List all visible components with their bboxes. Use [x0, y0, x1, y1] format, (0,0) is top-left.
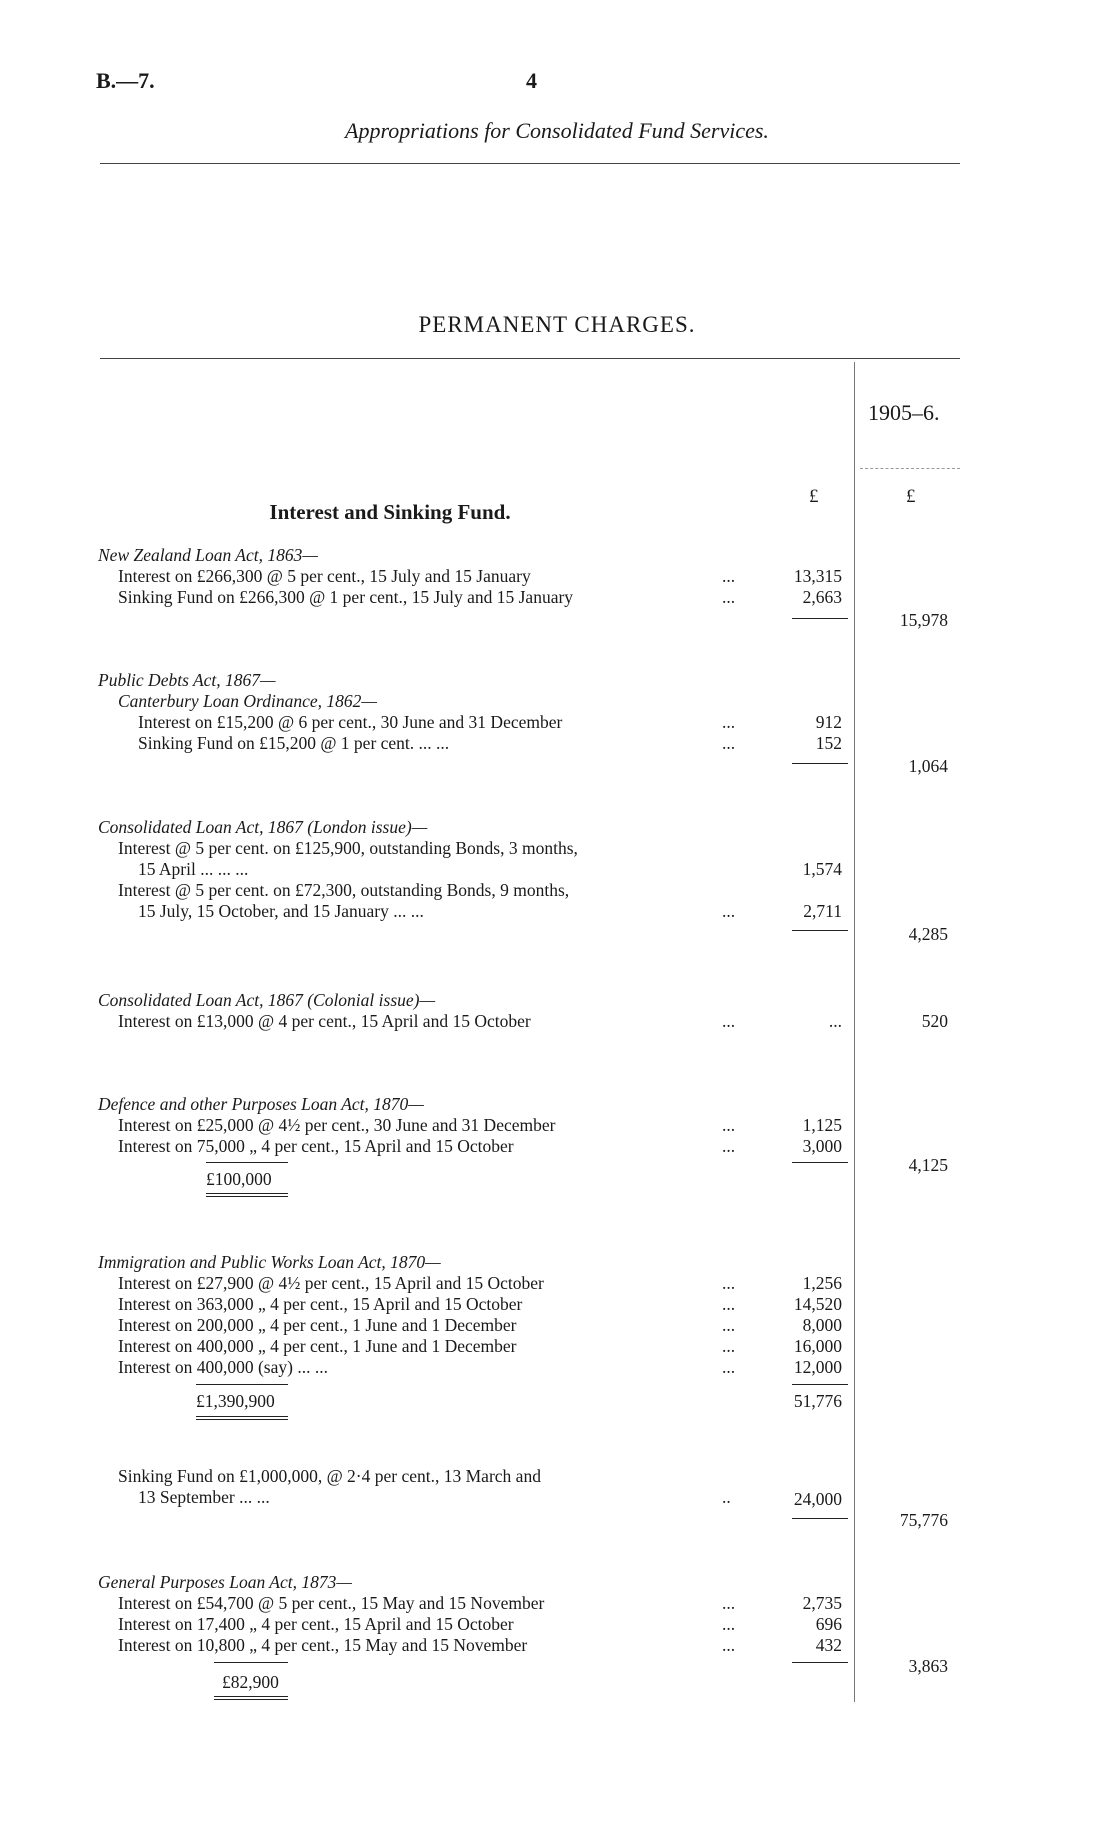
act-title: Immigration and Public Works Loan Act, 1870—: [98, 1252, 441, 1272]
page-number: 4: [526, 68, 537, 93]
line-text: Sinking Fund on £15,200 @ 1 per cent. ... ...: [138, 733, 450, 753]
line-value: ...: [828, 1011, 842, 1031]
line-value: 432: [815, 1635, 842, 1655]
principal-double-rule: [196, 1416, 288, 1420]
sub-act-title: Canterbury Loan Ordinance, 1862—: [118, 691, 377, 711]
line-text-cont: 15 July, 15 October, and 15 January ... ...: [138, 901, 424, 921]
line-text: Interest on 17,400 „ 4 per cent., 15 April and 15 October: [118, 1614, 514, 1634]
line-value: 2,663: [802, 587, 842, 607]
act-title: Consolidated Loan Act, 1867 (London issue)—: [98, 817, 428, 837]
act-title: General Purposes Loan Act, 1873—: [98, 1572, 352, 1592]
group-total: 4,285: [908, 924, 948, 944]
leader-dots: ...: [722, 1011, 736, 1031]
sum-rule: [792, 763, 848, 764]
page-subtitle: Appropriations for Consolidated Fund Services.: [345, 118, 769, 143]
line-text: Interest on £54,700 @ 5 per cent., 15 May and 15 November: [118, 1593, 545, 1613]
line-text: Interest on 75,000 „ 4 per cent., 15 April and 15 October: [118, 1136, 514, 1156]
header-rule: [100, 163, 960, 164]
sum-rule: [792, 1162, 848, 1163]
group-total: 75,776: [899, 1510, 948, 1530]
principal-rule: [214, 1662, 288, 1663]
act-title: Defence and other Purposes Loan Act, 1870—: [98, 1094, 424, 1114]
currency-left: £: [809, 486, 819, 507]
line-text: Interest on 200,000 „ 4 per cent., 1 June and 1 December: [118, 1315, 517, 1335]
line-text: Interest on £15,200 @ 6 per cent., 30 June and 31 December: [138, 712, 563, 732]
principal-double-rule: [214, 1696, 288, 1700]
group-total: 520: [921, 1011, 948, 1031]
act-title: Public Debts Act, 1867—: [98, 670, 276, 690]
line-text: Interest @ 5 per cent. on £72,300, outstanding Bonds, 9 months,: [118, 880, 570, 900]
line-text: Interest on 400,000 (say) ... ...: [118, 1357, 328, 1377]
act-title: New Zealand Loan Act, 1863—: [98, 545, 318, 565]
subtotal-value: 51,776: [793, 1391, 842, 1411]
principal-rule: [206, 1162, 288, 1163]
column-divider: [854, 362, 855, 1702]
leader-dots: ...: [722, 901, 736, 921]
line-text: Sinking Fund on £266,300 @ 1 per cent., 15 July and 15 January: [118, 587, 574, 607]
group-total: 1,064: [908, 756, 948, 776]
line-text: Interest @ 5 per cent. on £125,900, outstanding Bonds, 3 months,: [118, 838, 578, 858]
principal-amount: £1,390,900: [196, 1391, 275, 1411]
line-value: 696: [815, 1614, 842, 1634]
leader-dots: ...: [722, 587, 736, 607]
sum-rule: [792, 1384, 848, 1385]
leader-dots: ...: [722, 1115, 736, 1135]
line-text: Interest on £27,900 @ 4½ per cent., 15 April and 15 October: [118, 1273, 544, 1293]
leader-dots: ...: [722, 1315, 736, 1335]
line-text-cont: 15 April ... ... ...: [138, 859, 249, 879]
sinking-fund-text: Sinking Fund on £1,000,000, @ 2·4 per cent., 13 March and: [118, 1466, 541, 1486]
line-value: 1,574: [802, 859, 842, 879]
line-value: 14,520: [793, 1294, 842, 1314]
line-text: Interest on 10,800 „ 4 per cent., 15 May and 15 November: [118, 1635, 528, 1655]
line-text: Interest on 363,000 „ 4 per cent., 15 April and 15 October: [118, 1294, 523, 1314]
leader-dots: ...: [722, 1294, 736, 1314]
leader-dots: ...: [722, 566, 736, 586]
line-text: Interest on £25,000 @ 4½ per cent., 30 June and 31 December: [118, 1115, 556, 1135]
leader-dots: ..: [722, 1487, 731, 1507]
line-value: 912: [815, 712, 842, 732]
leader-dots: ...: [722, 1593, 736, 1613]
line-value: 8,000: [802, 1315, 842, 1335]
sum-rule: [792, 1662, 848, 1663]
currency-right: £: [906, 486, 916, 507]
year-rule: [860, 468, 960, 469]
sum-rule: [792, 1518, 848, 1519]
sum-rule: [792, 618, 848, 619]
leader-dots: ...: [722, 1635, 736, 1655]
principal-amount: £100,000: [206, 1169, 272, 1189]
principal-rule: [196, 1384, 288, 1385]
principal-double-rule: [206, 1193, 288, 1197]
line-value: 1,256: [802, 1273, 842, 1293]
line-value: 3,000: [802, 1136, 842, 1156]
page-ref: B.—7.: [96, 68, 155, 93]
sinking-fund-value: 24,000: [793, 1489, 842, 1509]
title-rule: [100, 358, 960, 359]
line-value: 12,000: [793, 1357, 842, 1377]
page-title: PERMANENT CHARGES.: [418, 312, 696, 337]
line-text: Interest on £266,300 @ 5 per cent., 15 July and 15 January: [118, 566, 531, 586]
leader-dots: ...: [722, 1357, 736, 1377]
line-value: 16,000: [793, 1336, 842, 1356]
leader-dots: ...: [722, 1336, 736, 1356]
line-value: 2,711: [803, 901, 842, 921]
line-value: 13,315: [793, 566, 842, 586]
line-text: Interest on 400,000 „ 4 per cent., 1 June and 1 December: [118, 1336, 517, 1356]
leader-dots: ...: [722, 733, 736, 753]
line-value: 2,735: [802, 1593, 842, 1613]
sum-rule: [792, 930, 848, 931]
section-heading: Interest and Sinking Fund.: [269, 500, 511, 524]
line-text: Interest on £13,000 @ 4 per cent., 15 April and 15 October: [118, 1011, 531, 1031]
line-value: 1,125: [802, 1115, 842, 1135]
leader-dots: ...: [722, 712, 736, 732]
sinking-fund-text-cont: 13 September ... ...: [138, 1487, 270, 1507]
act-title: Consolidated Loan Act, 1867 (Colonial issue)—: [98, 990, 436, 1010]
principal-amount: £82,900: [222, 1672, 279, 1692]
group-total: 15,978: [899, 610, 948, 630]
group-total: 4,125: [908, 1155, 948, 1175]
group-total: 3,863: [908, 1656, 948, 1676]
leader-dots: ...: [722, 1273, 736, 1293]
leader-dots: ...: [722, 1614, 736, 1634]
leader-dots: ...: [722, 1136, 736, 1156]
line-value: 152: [815, 733, 842, 753]
year-column-header: 1905–6.: [868, 400, 940, 425]
